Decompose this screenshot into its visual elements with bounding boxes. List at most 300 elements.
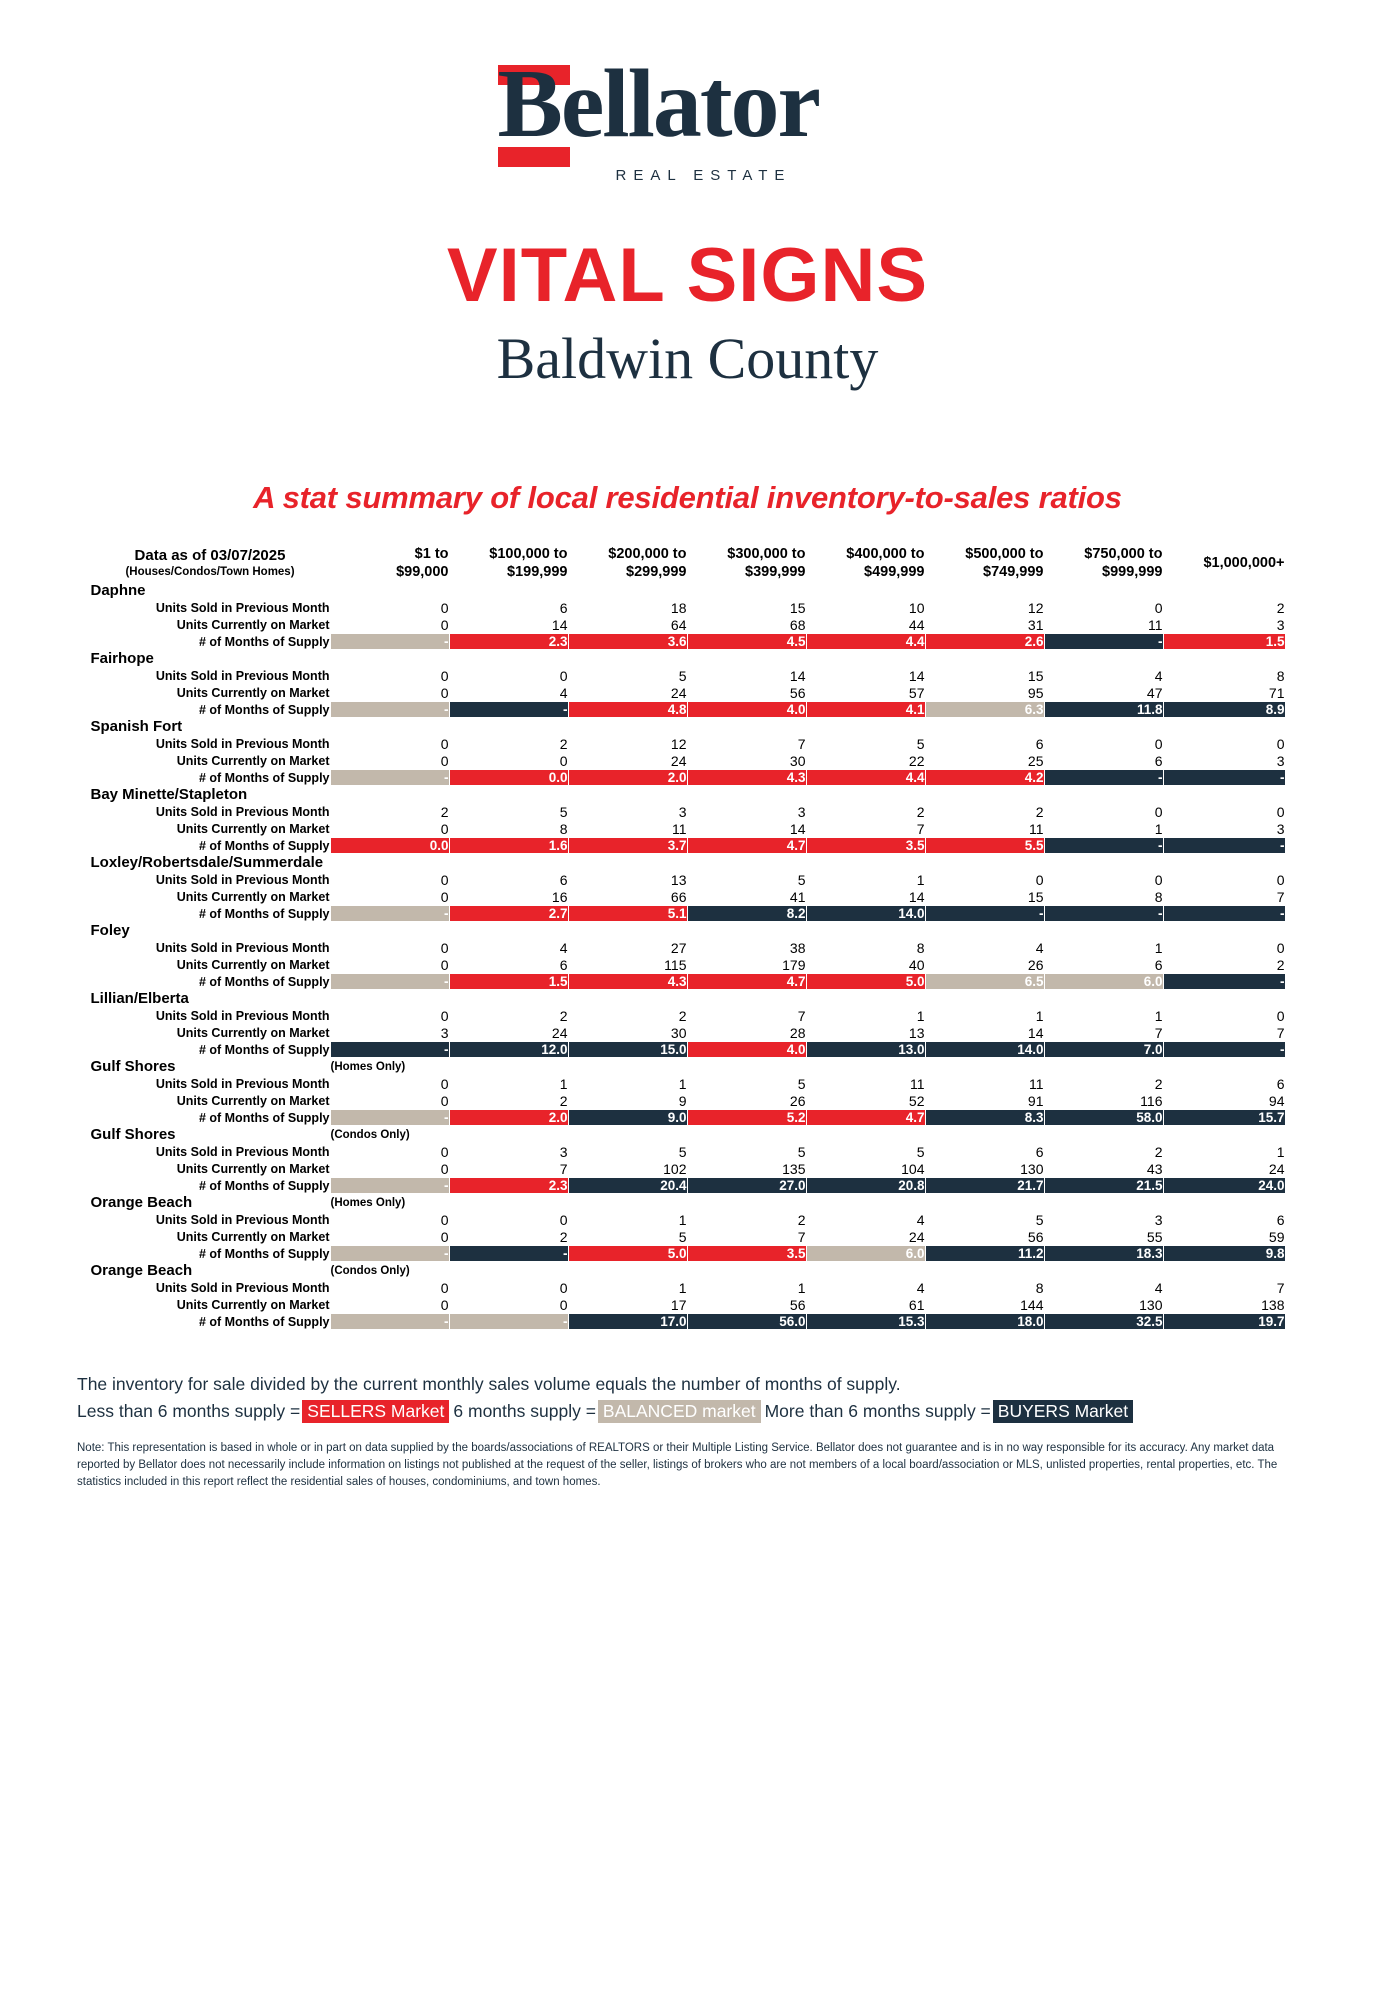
row-label-sold: Units Sold in Previous Month [90, 736, 330, 753]
months-of-supply-cell: - [330, 1042, 449, 1058]
units-sold-cell: 0 [330, 872, 449, 889]
months-of-supply-cell: 6.3 [925, 702, 1044, 718]
months-of-supply-cell: 2.0 [449, 1110, 568, 1126]
units-on-market-cell: 3 [1163, 617, 1285, 634]
city-note: (Condos Only) [330, 1126, 1285, 1144]
units-on-market-cell: 0 [330, 685, 449, 702]
months-of-supply-cell: 4.8 [568, 702, 687, 718]
units-sold-cell: 7 [1163, 1280, 1285, 1297]
row-label-market: Units Currently on Market [90, 1229, 330, 1246]
months-of-supply-cell: 9.0 [568, 1110, 687, 1126]
units-sold-cell: 5 [568, 668, 687, 685]
city-note: (Condos Only) [330, 1262, 1285, 1280]
units-on-market-cell: 1 [1044, 821, 1163, 838]
units-sold-cell: 2 [1044, 1144, 1163, 1161]
units-sold-cell: 0 [330, 1008, 449, 1025]
months-of-supply-cell: 2.3 [449, 1178, 568, 1194]
units-sold-cell: 4 [449, 940, 568, 957]
units-on-market-cell: 130 [925, 1161, 1044, 1178]
as-of-sublabel: (Houses/Condos/Town Homes) [125, 566, 295, 579]
units-sold-cell: 0 [1044, 736, 1163, 753]
units-on-market-cell: 57 [806, 685, 925, 702]
city-section-header [90, 922, 1285, 940]
units-sold-cell: 0 [1163, 804, 1285, 821]
months-of-supply-cell: - [330, 1178, 449, 1194]
units-on-market-cell: 4 [449, 685, 568, 702]
table-row [90, 1025, 1285, 1042]
row-label-supply: # of Months of Supply [90, 1178, 330, 1194]
units-sold-cell: 0 [449, 1280, 568, 1297]
table-row [90, 1229, 1285, 1246]
units-sold-cell: 13 [568, 872, 687, 889]
units-sold-cell: 8 [925, 1280, 1044, 1297]
months-of-supply-cell: 4.2 [925, 770, 1044, 786]
column-header-0 [330, 545, 449, 582]
units-on-market-cell: 24 [568, 753, 687, 770]
units-on-market-cell: 16 [449, 889, 568, 906]
months-of-supply-cell: 24.0 [1163, 1178, 1285, 1194]
city-section-header [90, 1194, 1285, 1212]
units-sold-cell: 4 [806, 1212, 925, 1229]
units-sold-cell: 2 [925, 804, 1044, 821]
column-header-7 [1163, 545, 1285, 582]
units-sold-cell: 1 [806, 1008, 925, 1025]
months-of-supply-cell: - [1163, 974, 1285, 990]
units-on-market-cell: 22 [806, 753, 925, 770]
months-of-supply-cell: 5.5 [925, 838, 1044, 854]
months-of-supply-cell: 8.3 [925, 1110, 1044, 1126]
city-section-header [90, 990, 1285, 1008]
units-sold-cell: 2 [1163, 600, 1285, 617]
column-header-2-bottom: $299,999 [626, 564, 687, 581]
months-of-supply-cell: 20.4 [568, 1178, 687, 1194]
column-header-1-top: $100,000 to [489, 546, 568, 562]
city-name: Loxley/Robertsdale/Summerdale [90, 854, 330, 872]
footer-definition: The inventory for sale divided by the current monthly sales volume equals the number of months of supply. [77, 1374, 901, 1395]
column-header-7-top: $1,000,000+ [1203, 555, 1285, 572]
units-on-market-cell: 8 [449, 821, 568, 838]
units-sold-cell: 0 [1044, 600, 1163, 617]
table-row [90, 1212, 1285, 1229]
months-of-supply-cell: 4.5 [687, 634, 806, 650]
units-on-market-cell: 13 [806, 1025, 925, 1042]
table-row [90, 1178, 1285, 1194]
units-sold-cell: 6 [1163, 1076, 1285, 1093]
months-of-supply-cell: - [1163, 906, 1285, 922]
units-on-market-cell: 56 [925, 1229, 1044, 1246]
units-sold-cell: 6 [1163, 1212, 1285, 1229]
months-of-supply-cell: 7.0 [1044, 1042, 1163, 1058]
units-sold-cell: 0 [1044, 872, 1163, 889]
units-on-market-cell: 7 [1163, 1025, 1285, 1042]
city-name: Gulf Shores [90, 1058, 330, 1076]
months-of-supply-cell: - [330, 906, 449, 922]
row-label-market: Units Currently on Market [90, 1297, 330, 1314]
units-sold-cell: 0 [330, 600, 449, 617]
units-sold-cell: 0 [330, 1076, 449, 1093]
units-sold-cell: 3 [1044, 1212, 1163, 1229]
months-of-supply-cell: - [1044, 770, 1163, 786]
units-on-market-cell: 115 [568, 957, 687, 974]
column-header-1 [449, 545, 568, 582]
page-title: VITAL SIGNS [446, 233, 929, 318]
units-sold-cell: 0 [1044, 804, 1163, 821]
units-on-market-cell: 40 [806, 957, 925, 974]
months-of-supply-cell: 3.5 [806, 838, 925, 854]
city-note [330, 718, 1285, 736]
row-label-market: Units Currently on Market [90, 957, 330, 974]
units-on-market-cell: 130 [1044, 1297, 1163, 1314]
units-sold-cell: 5 [687, 872, 806, 889]
table-header-row [90, 545, 1285, 582]
units-sold-cell: 38 [687, 940, 806, 957]
city-name: Daphne [90, 582, 330, 600]
units-sold-cell: 0 [449, 668, 568, 685]
units-on-market-cell: 0 [330, 821, 449, 838]
units-sold-cell: 1 [568, 1076, 687, 1093]
logo-wordmark: Bellator [497, 50, 819, 158]
months-of-supply-cell: 4.0 [687, 1042, 806, 1058]
units-on-market-cell: 7 [449, 1161, 568, 1178]
months-of-supply-cell: 15.3 [806, 1314, 925, 1330]
column-header-3 [687, 545, 806, 582]
months-of-supply-cell: 4.0 [687, 702, 806, 718]
months-of-supply-cell: 4.4 [806, 634, 925, 650]
row-label-supply: # of Months of Supply [90, 974, 330, 990]
months-of-supply-cell: 4.7 [687, 838, 806, 854]
months-of-supply-cell: 6.0 [1044, 974, 1163, 990]
months-of-supply-cell: 1.6 [449, 838, 568, 854]
units-sold-cell: 1 [449, 1076, 568, 1093]
months-of-supply-cell: 14.0 [806, 906, 925, 922]
units-sold-cell: 3 [449, 1144, 568, 1161]
row-label-supply: # of Months of Supply [90, 770, 330, 786]
row-label-market: Units Currently on Market [90, 685, 330, 702]
row-label-sold: Units Sold in Previous Month [90, 1008, 330, 1025]
table-row [90, 906, 1285, 922]
legend-balanced-chip: BALANCED market [598, 1400, 761, 1423]
units-on-market-cell: 71 [1163, 685, 1285, 702]
units-sold-cell: 0 [1163, 736, 1285, 753]
units-on-market-cell: 28 [687, 1025, 806, 1042]
units-sold-cell: 14 [687, 668, 806, 685]
months-of-supply-cell: - [330, 974, 449, 990]
units-sold-cell: 4 [806, 1280, 925, 1297]
summary-line: A stat summary of local residential inventory-to-sales ratios [253, 480, 1122, 515]
city-note [330, 650, 1285, 668]
table-row [90, 804, 1285, 821]
table-row [90, 1280, 1285, 1297]
units-on-market-cell: 0 [330, 617, 449, 634]
units-sold-cell: 0 [330, 1280, 449, 1297]
units-sold-cell: 14 [806, 668, 925, 685]
column-header-3-bottom: $399,999 [745, 564, 806, 581]
months-of-supply-cell: 58.0 [1044, 1110, 1163, 1126]
months-of-supply-cell: 17.0 [568, 1314, 687, 1330]
months-of-supply-cell: 2.6 [925, 634, 1044, 650]
units-sold-cell: 15 [687, 600, 806, 617]
units-on-market-cell: 24 [1163, 1161, 1285, 1178]
months-of-supply-cell: 1.5 [449, 974, 568, 990]
months-of-supply-cell: 6.0 [806, 1246, 925, 1262]
units-on-market-cell: 7 [687, 1229, 806, 1246]
units-sold-cell: 0 [330, 940, 449, 957]
units-sold-cell: 6 [925, 736, 1044, 753]
months-of-supply-cell: 5.0 [806, 974, 925, 990]
row-label-supply: # of Months of Supply [90, 1246, 330, 1262]
units-on-market-cell: 0 [330, 753, 449, 770]
months-of-supply-cell: - [1163, 1042, 1285, 1058]
units-on-market-cell: 0 [449, 1297, 568, 1314]
units-on-market-cell: 0 [330, 1297, 449, 1314]
logo-tagline: REAL ESTATE [615, 167, 792, 184]
units-on-market-cell: 135 [687, 1161, 806, 1178]
units-sold-cell: 1 [1044, 940, 1163, 957]
city-note [330, 582, 1285, 600]
units-on-market-cell: 104 [806, 1161, 925, 1178]
units-on-market-cell: 0 [330, 1229, 449, 1246]
row-label-supply: # of Months of Supply [90, 838, 330, 854]
months-of-supply-cell: - [1044, 906, 1163, 922]
units-on-market-cell: 0 [330, 889, 449, 906]
row-label-market: Units Currently on Market [90, 1093, 330, 1110]
units-on-market-cell: 7 [1163, 889, 1285, 906]
column-header-6-bottom: $999,999 [1102, 564, 1163, 581]
units-on-market-cell: 43 [1044, 1161, 1163, 1178]
page-subtitle-location: Baldwin County [496, 326, 879, 391]
column-header-0-bottom: $99,000 [396, 564, 449, 581]
months-of-supply-cell: 8.2 [687, 906, 806, 922]
row-label-market: Units Currently on Market [90, 821, 330, 838]
table-row [90, 1093, 1285, 1110]
row-label-supply: # of Months of Supply [90, 702, 330, 718]
units-on-market-cell: 55 [1044, 1229, 1163, 1246]
row-label-market: Units Currently on Market [90, 617, 330, 634]
city-note [330, 854, 1285, 872]
city-note: (Homes Only) [330, 1058, 1285, 1076]
table-row [90, 957, 1285, 974]
units-sold-cell: 11 [925, 1076, 1044, 1093]
row-label-sold: Units Sold in Previous Month [90, 1076, 330, 1093]
units-on-market-cell: 2 [449, 1093, 568, 1110]
city-section-header [90, 1058, 1285, 1076]
column-header-4 [806, 545, 925, 582]
units-on-market-cell: 138 [1163, 1297, 1285, 1314]
city-section-header [90, 1262, 1285, 1280]
units-on-market-cell: 11 [568, 821, 687, 838]
row-label-supply: # of Months of Supply [90, 1314, 330, 1330]
units-on-market-cell: 3 [1163, 753, 1285, 770]
units-on-market-cell: 15 [925, 889, 1044, 906]
units-sold-cell: 4 [1044, 668, 1163, 685]
units-on-market-cell: 56 [687, 685, 806, 702]
column-header-3-top: $300,000 to [727, 546, 806, 562]
months-of-supply-cell: 3.6 [568, 634, 687, 650]
units-on-market-cell: 116 [1044, 1093, 1163, 1110]
table-row [90, 1314, 1285, 1330]
table-row [90, 1110, 1285, 1126]
months-of-supply-cell: 1.5 [1163, 634, 1285, 650]
units-on-market-cell: 0 [330, 957, 449, 974]
row-label-market: Units Currently on Market [90, 1025, 330, 1042]
units-on-market-cell: 11 [925, 821, 1044, 838]
column-header-4-top: $400,000 to [846, 546, 925, 562]
table-row [90, 617, 1285, 634]
row-label-sold: Units Sold in Previous Month [90, 1212, 330, 1229]
table-row [90, 872, 1285, 889]
months-of-supply-cell: 0.0 [330, 838, 449, 854]
units-on-market-cell: 61 [806, 1297, 925, 1314]
table-row [90, 1297, 1285, 1314]
column-header-5-top: $500,000 to [965, 546, 1044, 562]
city-name: Orange Beach [90, 1194, 330, 1212]
units-on-market-cell: 25 [925, 753, 1044, 770]
months-of-supply-cell: 5.1 [568, 906, 687, 922]
months-of-supply-cell: 0.0 [449, 770, 568, 786]
units-sold-cell: 1 [568, 1280, 687, 1297]
units-sold-cell: 1 [1163, 1144, 1285, 1161]
city-note [330, 922, 1285, 940]
table-row [90, 753, 1285, 770]
city-section-header [90, 650, 1285, 668]
units-sold-cell: 10 [806, 600, 925, 617]
city-section-header [90, 582, 1285, 600]
city-name: Foley [90, 922, 330, 940]
table-row [90, 634, 1285, 650]
units-sold-cell: 2 [449, 1008, 568, 1025]
units-on-market-cell: 14 [449, 617, 568, 634]
as-of-label: Data as of 03/07/2025 [134, 546, 286, 564]
city-note [330, 990, 1285, 1008]
column-header-4-bottom: $499,999 [864, 564, 925, 581]
months-of-supply-cell: - [330, 634, 449, 650]
units-sold-cell: 11 [806, 1076, 925, 1093]
legend-sellers-chip: SELLERS Market [302, 1400, 449, 1423]
units-on-market-cell: 26 [925, 957, 1044, 974]
footer [75, 1374, 1300, 1490]
units-sold-cell: 0 [1163, 940, 1285, 957]
units-sold-cell: 15 [925, 668, 1044, 685]
table-row [90, 1246, 1285, 1262]
table-row [90, 1144, 1285, 1161]
months-of-supply-cell: 8.9 [1163, 702, 1285, 718]
months-of-supply-cell: 4.3 [687, 770, 806, 786]
units-sold-cell: 2 [330, 804, 449, 821]
units-sold-cell: 7 [687, 736, 806, 753]
table-row [90, 974, 1285, 990]
units-sold-cell: 3 [568, 804, 687, 821]
units-sold-cell: 27 [568, 940, 687, 957]
months-of-supply-cell: 4.1 [806, 702, 925, 718]
units-on-market-cell: 24 [568, 685, 687, 702]
units-sold-cell: 1 [1044, 1008, 1163, 1025]
units-sold-cell: 5 [449, 804, 568, 821]
units-sold-cell: 6 [449, 872, 568, 889]
legend-more-than-label: More than 6 months supply = [764, 1401, 991, 1422]
months-of-supply-cell: 4.7 [687, 974, 806, 990]
table-row [90, 1008, 1285, 1025]
units-sold-cell: 7 [687, 1008, 806, 1025]
months-of-supply-cell: 56.0 [687, 1314, 806, 1330]
units-on-market-cell: 2 [1163, 957, 1285, 974]
months-of-supply-cell: - [1044, 634, 1163, 650]
legend-six-months-label: 6 months supply = [453, 1401, 596, 1422]
units-on-market-cell: 17 [568, 1297, 687, 1314]
months-of-supply-cell: 11.2 [925, 1246, 1044, 1262]
units-on-market-cell: 6 [1044, 957, 1163, 974]
units-sold-cell: 0 [330, 736, 449, 753]
units-sold-cell: 0 [1163, 1008, 1285, 1025]
units-on-market-cell: 7 [1044, 1025, 1163, 1042]
months-of-supply-cell: - [330, 1110, 449, 1126]
units-on-market-cell: 41 [687, 889, 806, 906]
months-of-supply-cell: 27.0 [687, 1178, 806, 1194]
row-label-market: Units Currently on Market [90, 753, 330, 770]
months-of-supply-cell: 13.0 [806, 1042, 925, 1058]
months-of-supply-cell: - [449, 702, 568, 718]
units-on-market-cell: 0 [330, 1161, 449, 1178]
months-of-supply-cell: 2.7 [449, 906, 568, 922]
row-label-market: Units Currently on Market [90, 889, 330, 906]
months-of-supply-cell: 18.3 [1044, 1246, 1163, 1262]
months-of-supply-cell: 4.4 [806, 770, 925, 786]
units-sold-cell: 5 [925, 1212, 1044, 1229]
units-on-market-cell: 52 [806, 1093, 925, 1110]
units-on-market-cell: 91 [925, 1093, 1044, 1110]
legend-buyers-chip: BUYERS Market [993, 1400, 1133, 1423]
column-header-6-top: $750,000 to [1084, 546, 1163, 562]
units-sold-cell: 1 [568, 1212, 687, 1229]
units-on-market-cell: 179 [687, 957, 806, 974]
column-header-2 [568, 545, 687, 582]
units-on-market-cell: 7 [806, 821, 925, 838]
units-on-market-cell: 8 [1044, 889, 1163, 906]
city-note: (Homes Only) [330, 1194, 1285, 1212]
units-sold-cell: 2 [449, 736, 568, 753]
units-sold-cell: 12 [925, 600, 1044, 617]
months-of-supply-cell: - [1163, 770, 1285, 786]
table-row [90, 736, 1285, 753]
months-of-supply-cell: 15.0 [568, 1042, 687, 1058]
units-on-market-cell: 3 [330, 1025, 449, 1042]
table-row [90, 685, 1285, 702]
months-of-supply-cell: - [330, 702, 449, 718]
row-label-supply: # of Months of Supply [90, 906, 330, 922]
months-of-supply-cell: 32.5 [1044, 1314, 1163, 1330]
units-sold-cell: 8 [1163, 668, 1285, 685]
units-on-market-cell: 2 [449, 1229, 568, 1246]
units-on-market-cell: 56 [687, 1297, 806, 1314]
months-of-supply-cell: 5.0 [568, 1246, 687, 1262]
units-sold-cell: 0 [330, 668, 449, 685]
column-header-1-bottom: $199,999 [507, 564, 568, 581]
units-on-market-cell: 94 [1163, 1093, 1285, 1110]
table-row [90, 702, 1285, 718]
row-label-sold: Units Sold in Previous Month [90, 1144, 330, 1161]
units-sold-cell: 4 [1044, 1280, 1163, 1297]
units-sold-cell: 1 [806, 872, 925, 889]
units-on-market-cell: 24 [806, 1229, 925, 1246]
units-on-market-cell: 11 [1044, 617, 1163, 634]
months-of-supply-cell: 2.0 [568, 770, 687, 786]
units-sold-cell: 2 [806, 804, 925, 821]
units-sold-cell: 5 [806, 736, 925, 753]
units-sold-cell: 0 [330, 1144, 449, 1161]
units-on-market-cell: 95 [925, 685, 1044, 702]
city-section-header [90, 1126, 1285, 1144]
months-of-supply-cell: 21.5 [1044, 1178, 1163, 1194]
units-on-market-cell: 66 [568, 889, 687, 906]
